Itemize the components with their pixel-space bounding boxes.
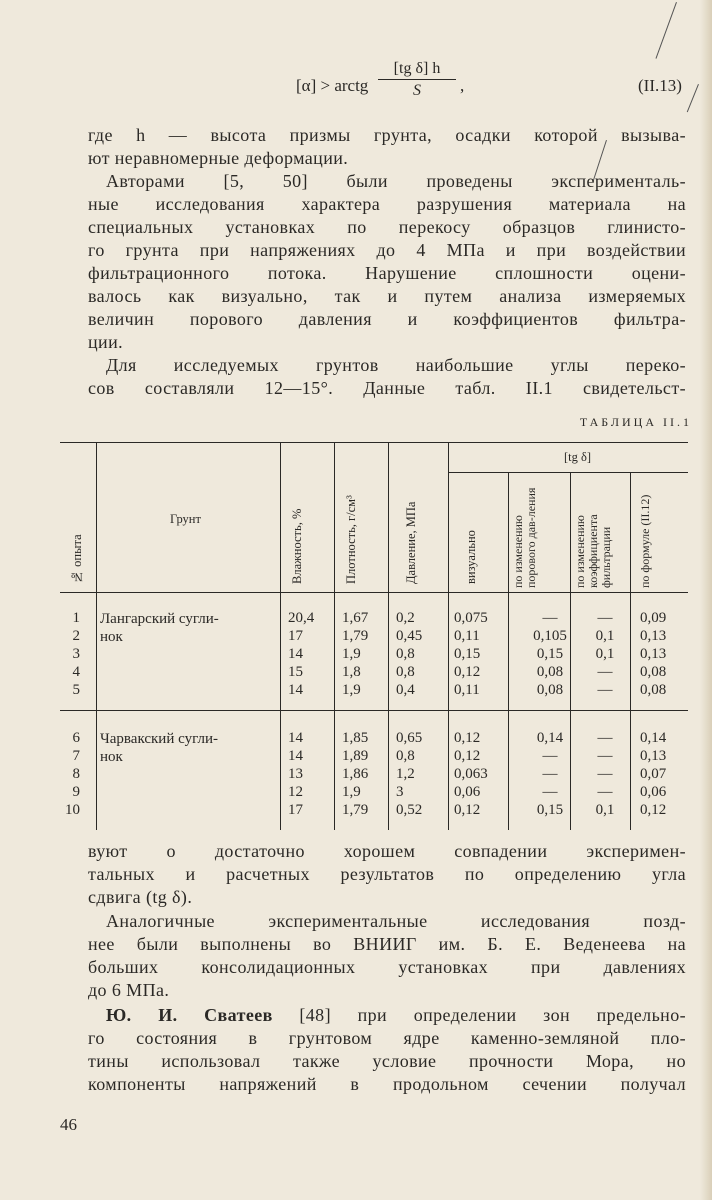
cell-num: 3 [72, 646, 80, 662]
cell-num: 1 [72, 610, 80, 626]
text-line: го состояния в грунтовом ядре каменно-земляной пло- [88, 1028, 686, 1048]
cell-filtration: — [597, 784, 613, 800]
header-humidity: Влажность, % [290, 508, 304, 584]
text-line: го грунта при напряжениях до 4 МПа и при воздействии [88, 240, 686, 260]
cell-pressure: 3 [396, 784, 404, 800]
cell-pressure: 0,52 [396, 802, 423, 818]
header-formula-text: по формуле (II.12) [638, 494, 652, 588]
cell-density: 1,79 [342, 628, 369, 644]
cell-num: 2 [72, 628, 80, 644]
cell-formula: 0,13 [640, 748, 667, 764]
cell-visual: 0,12 [454, 730, 481, 746]
paragraph-2 [88, 170, 686, 354]
table-top-rule [60, 442, 688, 443]
text-line: ции. [88, 332, 123, 352]
cell-formula: 0,06 [640, 784, 667, 800]
cell-formula: 0,08 [640, 664, 667, 680]
cell-humidity: 17 [288, 628, 303, 644]
cell-humidity: 13 [288, 766, 303, 782]
header-visual: визуально [464, 530, 478, 584]
text-line: тины использовал также условие прочности Мора, но [88, 1051, 686, 1071]
cell-formula: 0,13 [640, 646, 667, 662]
soil-name-group-2 [100, 730, 280, 766]
header-pore-pressure [512, 476, 564, 588]
data-table [60, 442, 688, 830]
text-line: ют неравномерные деформации. [88, 148, 349, 168]
cell-pressure: 0,4 [396, 682, 415, 698]
cell-humidity: 14 [288, 748, 303, 764]
header-num: № опыта [70, 534, 84, 584]
cell-humidity: 12 [288, 784, 303, 800]
formula-II-13 [296, 58, 712, 118]
paragraph-6 [88, 1004, 686, 1096]
page-edge [700, 0, 712, 1200]
column-rule [508, 472, 509, 830]
cell-density: 1,86 [342, 766, 369, 782]
cell-num: 8 [72, 766, 80, 782]
column-rule [448, 442, 449, 830]
cell-density: 1,79 [342, 802, 369, 818]
cell-visual: 0,12 [454, 664, 481, 680]
soil-line: нок [100, 749, 123, 765]
cell-filtration: — [597, 664, 613, 680]
cell-filtration: — [597, 730, 613, 746]
cell-visual: 0,06 [454, 784, 481, 800]
cell-pressure: 0,8 [396, 646, 415, 662]
cell-density: 1,8 [342, 664, 361, 680]
cell-num: 5 [72, 682, 80, 698]
table-caption: ТАБЛИЦА II.1 [579, 415, 692, 429]
cell-num: 7 [72, 748, 80, 764]
cell-filtration: — [597, 682, 613, 698]
cell-num: 6 [72, 730, 80, 746]
column-rule [630, 472, 631, 830]
column-rule [388, 442, 389, 830]
header-pore-text: по изменению порового дав-ления [511, 487, 538, 588]
text-line: компоненты напряжений в продольном сечении получал [88, 1074, 686, 1094]
cell-density: 1,67 [342, 610, 369, 626]
cell-formula: 0,14 [640, 730, 667, 746]
cell-pressure: 0,2 [396, 610, 415, 626]
text-line: фильтрационного потока. Нарушение сплошности оцени- [88, 263, 686, 283]
cell-filtration: — [597, 748, 613, 764]
cell-density: 1,9 [342, 646, 361, 662]
cell-filtration: — [597, 766, 613, 782]
page-number: 46 [60, 1115, 77, 1134]
text-line: до 6 МПа. [88, 980, 170, 1000]
cell-num: 9 [72, 784, 80, 800]
text-line: где h — высота призмы грунта, осадки которой вызыва- [88, 125, 686, 145]
equation-number: (II.13) [638, 76, 682, 95]
text-line: специальных установках по перекосу образцов глинисто- [88, 217, 686, 237]
text-line: вуют о достаточно хорошем совпадении эксперимен- [88, 841, 686, 861]
cell-visual: 0,075 [454, 610, 488, 626]
cell-density: 1,9 [342, 784, 361, 800]
cell-humidity: 17 [288, 802, 303, 818]
formula-comma: , [460, 76, 465, 95]
column-rule [280, 442, 281, 830]
text-line: тальных и расчетных результатов по определению угла [88, 864, 686, 884]
text-line: валось как визуально, так и путем анализа измеряемых [88, 286, 686, 306]
cell-pressure: 0,8 [396, 748, 415, 764]
cell-humidity: 14 [288, 646, 303, 662]
cell-num: 4 [72, 664, 80, 680]
cell-visual: 0,15 [454, 646, 481, 662]
header-formula [638, 492, 674, 588]
cell-pore: — [542, 784, 558, 800]
cell-humidity: 15 [288, 664, 303, 680]
cell-humidity: 14 [288, 682, 303, 698]
paragraph-3 [88, 354, 686, 400]
cell-pore: 0,15 [536, 802, 564, 818]
cell-pressure: 0,8 [396, 664, 415, 680]
cell-formula: 0,12 [640, 802, 667, 818]
cell-density: 1,89 [342, 748, 369, 764]
column-rule [96, 442, 97, 830]
cell-pore: — [542, 610, 558, 626]
cell-pore: 0,14 [536, 730, 564, 746]
cell-humidity: 20,4 [288, 610, 315, 626]
cell-num: 10 [65, 802, 80, 818]
paragraph-5 [88, 910, 686, 1002]
cell-filtration: — [597, 610, 613, 626]
cell-formula: 0,13 [640, 628, 667, 644]
column-rule [334, 442, 335, 830]
soil-line: Чарвакский сугли- [100, 731, 218, 747]
text-line: Авторами [5, 50] были проведены эксперименталь- [106, 171, 686, 191]
cell-density: 1,9 [342, 682, 361, 698]
cell-pressure: 0,45 [396, 628, 423, 644]
cell-visual: 0,12 [454, 802, 481, 818]
header-tg-delta: [tg δ] [564, 450, 592, 464]
header-bottom-rule [60, 592, 688, 593]
text-line: сов составляли 12—15°. Данные табл. II.1 свидетельст- [88, 378, 686, 398]
cell-visual: 0,12 [454, 748, 481, 764]
cell-pore: 0,08 [536, 682, 564, 698]
paragraph-1 [88, 124, 686, 170]
group-header-rule [448, 472, 688, 473]
header-pressure: Давление, МПа [404, 501, 418, 584]
cell-visual: 0,11 [454, 682, 480, 698]
text-fragment: [48] при определении зон предельно- [272, 1005, 686, 1025]
text-line [88, 1004, 686, 1027]
text-line: сдвига (tg δ). [88, 887, 193, 907]
cell-visual: 0,063 [454, 766, 488, 782]
text-line: Аналогичные экспериментальные исследования позд- [106, 911, 686, 931]
soil-name-group-1 [100, 610, 280, 646]
formula-denominator: S [413, 82, 421, 99]
soil-line: нок [100, 629, 123, 645]
cell-pore: — [542, 748, 558, 764]
group-separator-rule [60, 710, 688, 711]
cell-visual: 0,11 [454, 628, 480, 644]
header-density: Плотность, г/см³ [344, 495, 358, 584]
text-line: величин порового давления и коэффициентов фильтра- [88, 309, 686, 329]
cell-pore: 0,105 [533, 628, 567, 644]
paragraph-4 [88, 840, 686, 909]
cell-pore: 0,15 [536, 646, 564, 662]
cell-pore: 0,08 [536, 664, 564, 680]
cell-filtration: 0,1 [595, 628, 615, 644]
cell-pressure: 1,2 [396, 766, 415, 782]
cell-pore: — [542, 766, 558, 782]
cell-humidity: 14 [288, 730, 303, 746]
formula-lhs: [α] > arctg [296, 76, 369, 95]
text-line: Для исследуемых грунтов наибольшие углы переко- [106, 355, 686, 375]
cell-filtration: 0,1 [595, 802, 615, 818]
soil-line: Лангарский сугли- [100, 611, 219, 627]
formula-numerator: [tg δ] h [378, 60, 456, 80]
cell-formula: 0,08 [640, 682, 667, 698]
header-soil: Грунт [170, 512, 201, 526]
header-filtration [574, 476, 626, 588]
cell-formula: 0,09 [640, 610, 667, 626]
text-line: ные исследования характера разрушения материала на [88, 194, 686, 214]
text-line: больших консолидационных установках при давлениях [88, 957, 686, 977]
author-name: Ю. И. Сватеев [106, 1005, 273, 1025]
cell-filtration: 0,1 [595, 646, 615, 662]
header-filtration-text: по изменению коэффициента фильтрации [573, 514, 613, 588]
formula-fraction [378, 60, 456, 100]
pencil-mark [655, 2, 676, 59]
cell-pressure: 0,65 [396, 730, 423, 746]
text-line: нее были выполнены во ВНИИГ им. Б. Е. Веденеева на [88, 934, 686, 954]
cell-density: 1,85 [342, 730, 369, 746]
cell-formula: 0,07 [640, 766, 667, 782]
